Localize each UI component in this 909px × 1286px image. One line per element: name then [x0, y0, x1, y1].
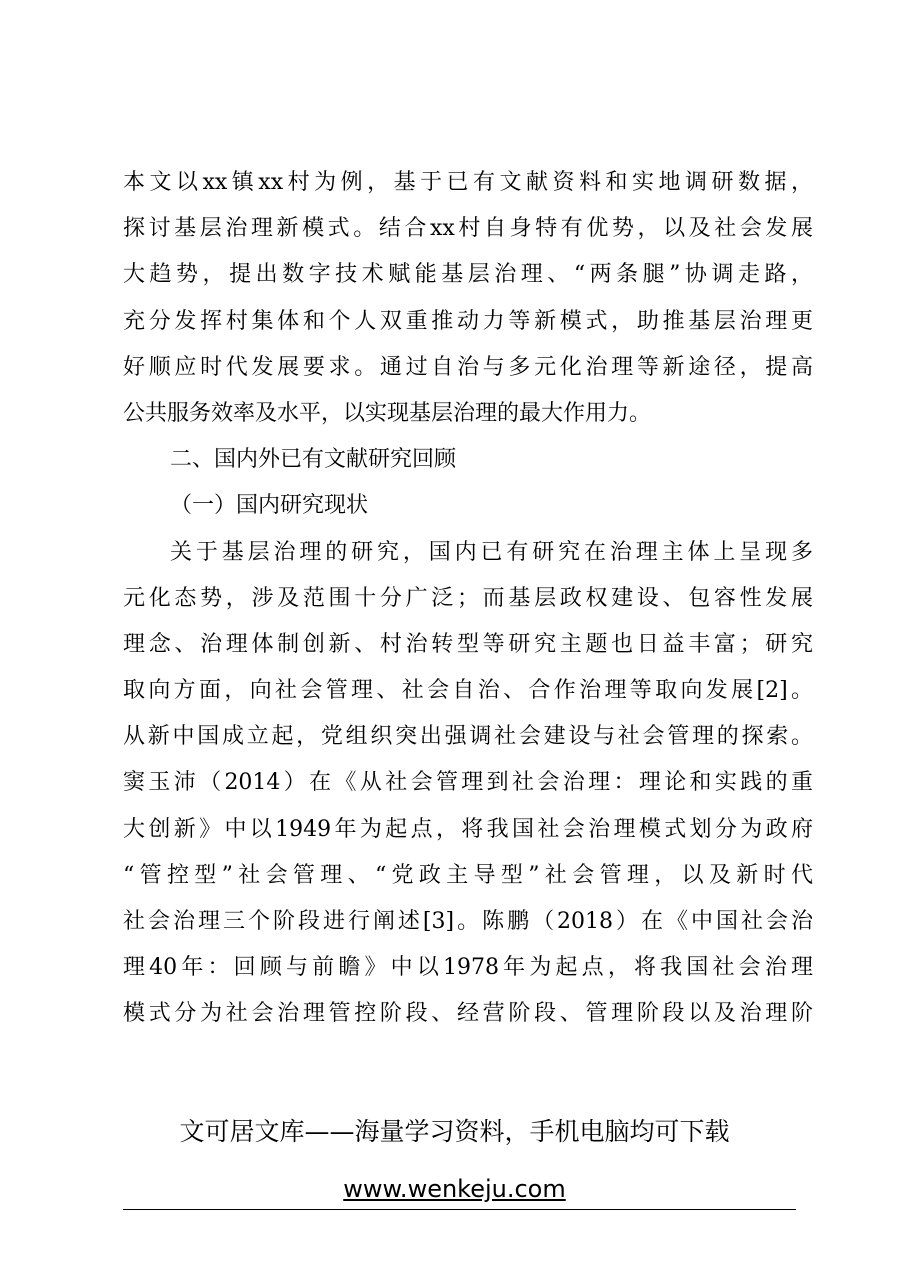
- paragraph-line: 模式分为社会治理管控阶段、经营阶段、管理阶段以及治理阶: [123, 1001, 813, 1027]
- paragraph-line: 从新中国成立起，党组织突出强调社会建设与社会管理的探索。: [123, 724, 813, 750]
- footer-divider: [123, 1209, 796, 1210]
- footer-link[interactable]: www.wenkeju.com: [343, 1175, 566, 1203]
- paragraph-line: 理念、治理体制创新、村治转型等研究主题也日益丰富；研究: [123, 631, 813, 657]
- paragraph-line: 元化态势，涉及范围十分广泛；而基层政权建设、包容性发展: [123, 585, 813, 611]
- paragraph-line: 大趋势，提出数字技术赋能基层治理、“两条腿”协调走路，: [123, 262, 813, 288]
- paragraph-line: 公共服务效率及水平，以实现基层治理的最大作用力。: [123, 400, 652, 426]
- subsection-heading: （一）国内研究现状: [170, 493, 369, 519]
- body-text: [123, 160, 813, 1038]
- paragraph-line: 理40年：回顾与前瞻》中以1978年为起点，将我国社会治理: [123, 955, 813, 981]
- paragraph-line: “管控型”社会管理、“党政主导型”社会管理，以及新时代: [123, 862, 813, 888]
- paragraph-line: 社会治理三个阶段进行阐述[3]。陈鹏（2018）在《中国社会治: [123, 909, 813, 934]
- section-heading: 二、国内外已有文献研究回顾: [170, 447, 457, 473]
- paragraph-line: 关于基层治理的研究，国内已有研究在治理主体上呈现多: [170, 539, 813, 565]
- paragraph-line: 取向方面，向社会管理、社会自治、合作治理等取向发展[2]。: [123, 678, 813, 704]
- paragraph-line: 本文以xx镇xx村为例，基于已有文献资料和实地调研数据，: [123, 170, 813, 195]
- paragraph-line: 好顺应时代发展要求。通过自治与多元化治理等新途径，提高: [123, 354, 813, 380]
- footer-title: 文可居文库——海量学习资料，手机电脑均可下载: [179, 1117, 730, 1146]
- paragraph-line: 探讨基层治理新模式。结合xx村自身特有优势，以及社会发展: [123, 216, 813, 242]
- paragraph-line: 大创新》中以1949年为起点，将我国社会治理模式划分为政府: [123, 816, 813, 842]
- paragraph-line: 窦玉沛（2014）在《从社会管理到社会治理：理论和实践的重: [123, 770, 813, 796]
- paragraph-line: 充分发挥村集体和个人双重推动力等新模式，助推基层治理更: [123, 308, 813, 334]
